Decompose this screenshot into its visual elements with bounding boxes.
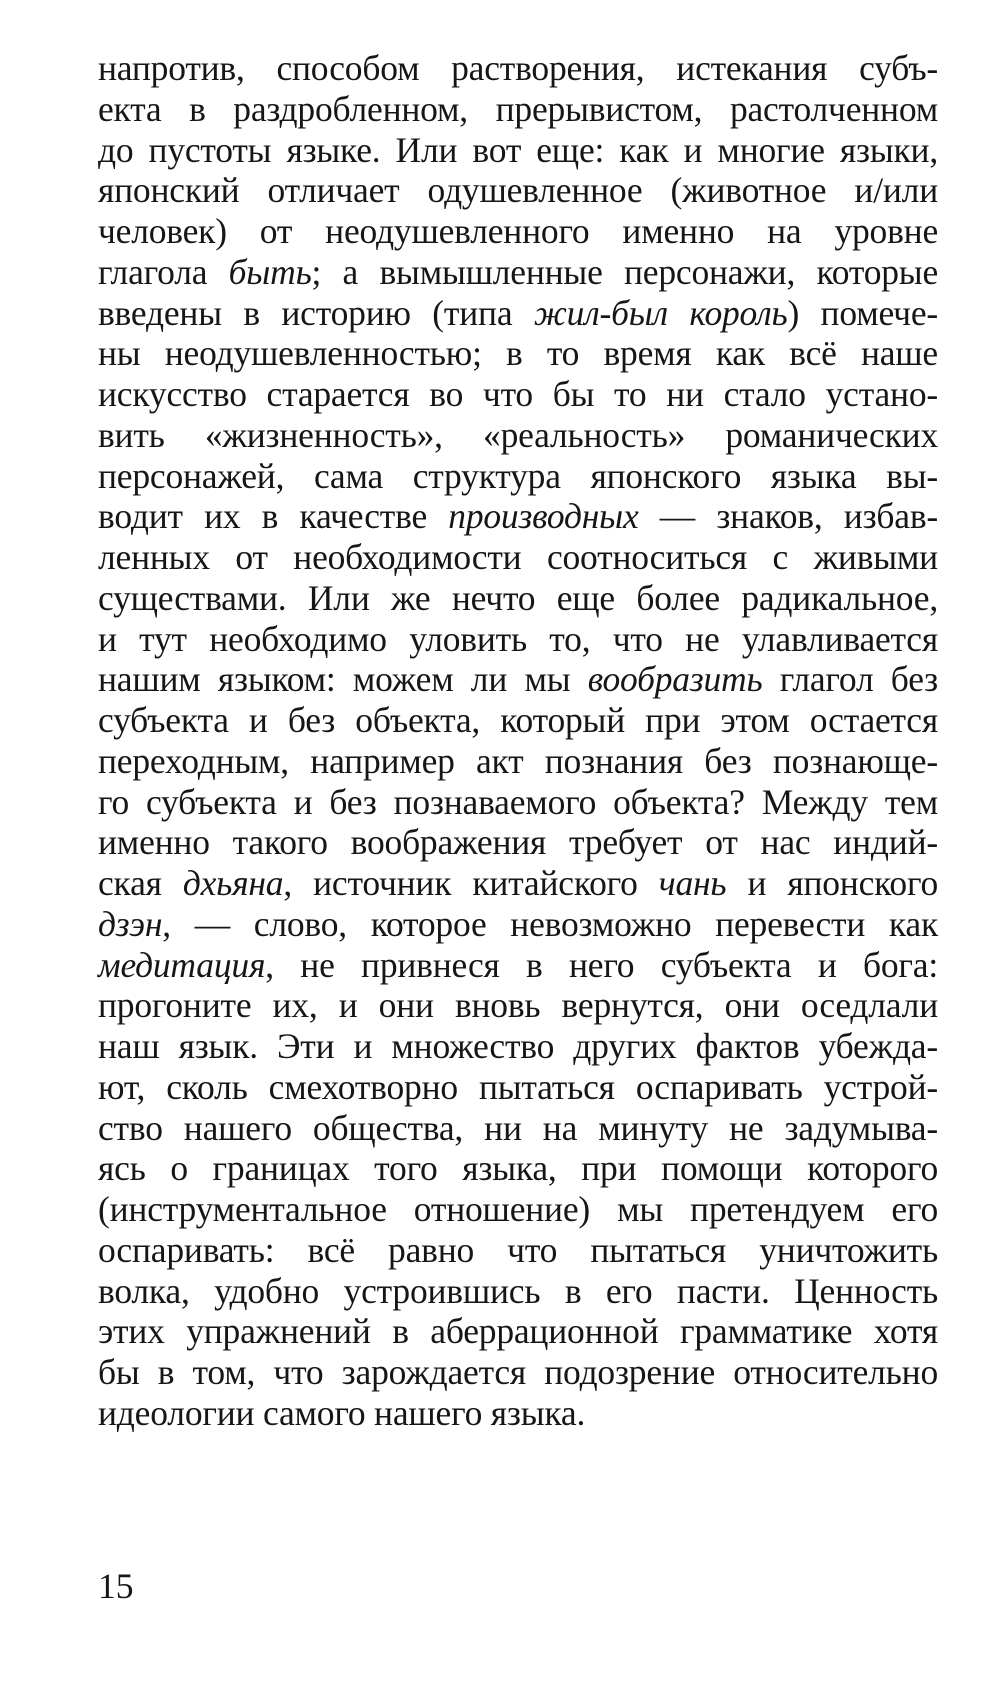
- text-segment: нашим языком: можем ли мы: [98, 659, 588, 700]
- text-line: [98, 415, 938, 456]
- text-line: [98, 170, 938, 211]
- text-line: [98, 1108, 938, 1149]
- italic-text-segment: производных: [448, 496, 639, 537]
- text-segment: ны неодушевленностью; в то время как всё наше: [98, 333, 938, 374]
- italic-text-segment: чань: [658, 863, 727, 903]
- text-segment: волка, удобно устроившись в его пасти. Ценность: [98, 1270, 938, 1311]
- italic-text-segment: вообразить: [587, 659, 763, 700]
- text-segment: ) помече-: [787, 292, 938, 333]
- text-line: [98, 659, 938, 700]
- text-line: [98, 822, 938, 863]
- text-segment: человек) от неодушевленного именно на уровне: [98, 211, 938, 251]
- text-segment: прогоните их, и они вновь вернутся, они оседлали: [98, 985, 938, 1026]
- text-line: [98, 374, 938, 415]
- body-text: [98, 48, 938, 1434]
- text-line: [98, 700, 938, 741]
- text-segment: ство нашего общества, ни на минуту не задумыва-: [98, 1107, 938, 1148]
- text-segment: ; а вымышленные персонажи, которые: [311, 251, 939, 292]
- text-segment: , — слово, которое невозможно перевести как: [162, 903, 938, 944]
- text-segment: екта в раздробленном, прерывистом, растолченном: [98, 88, 938, 129]
- text-line: [98, 578, 938, 619]
- text-segment: водит их в качестве: [98, 496, 449, 537]
- text-line: [98, 863, 938, 904]
- text-segment: введены в историю (типа: [98, 292, 534, 333]
- text-segment: идеологии самого нашего языка.: [98, 1392, 586, 1433]
- text-line: [98, 1189, 938, 1230]
- text-segment: до пустоты языке. Или вот еще: как и многие языки,: [98, 129, 938, 170]
- text-line: [98, 1271, 938, 1312]
- text-line: [98, 456, 938, 497]
- text-segment: глагол без: [762, 659, 939, 700]
- text-line: [98, 211, 938, 252]
- text-segment: японский отличает одушевленное (животное и/или: [98, 170, 938, 211]
- text-segment: ют, сколь смехотворно пытаться оспаривать устрой-: [98, 1066, 938, 1107]
- text-line: [98, 1148, 938, 1189]
- italic-text-segment: жил-был король: [533, 292, 788, 333]
- text-line: [98, 1352, 938, 1393]
- text-line: [98, 89, 938, 130]
- italic-text-segment: медитация: [98, 944, 266, 985]
- text-line: [98, 782, 938, 823]
- text-segment: оспаривать: всё равно что пытаться уничтожить: [98, 1229, 938, 1270]
- italic-text-segment: дхьяна: [182, 863, 284, 903]
- italic-text-segment: быть: [228, 251, 312, 292]
- text-segment: (инструментальное отношение) мы претендуем его: [98, 1189, 938, 1229]
- text-segment: ленных от необходимости соотноситься с живыми: [98, 537, 938, 577]
- text-segment: существами. Или же нечто еще более радикальное,: [98, 577, 938, 618]
- text-line: [98, 985, 938, 1026]
- italic-text-segment: дзэн: [98, 903, 163, 944]
- text-line: [98, 904, 938, 945]
- text-line: [98, 496, 938, 537]
- text-segment: наш язык. Эти и множество других фактов убежда-: [98, 1026, 938, 1066]
- text-segment: вить «жизненность», «реальность» романических: [98, 414, 938, 455]
- text-segment: — знаков, избав-: [638, 496, 939, 537]
- text-segment: субъекта и без объекта, который при этом остается: [98, 700, 938, 740]
- text-line: [98, 1311, 938, 1352]
- text-segment: этих упражнений в аберрационной грамматике хотя: [98, 1311, 938, 1352]
- text-line: [98, 741, 938, 782]
- text-line: [98, 293, 938, 334]
- text-segment: ская: [98, 863, 183, 903]
- text-line: [98, 333, 938, 374]
- text-segment: глагола: [98, 251, 229, 292]
- text-line: [98, 1067, 938, 1108]
- text-line: [98, 48, 938, 89]
- text-segment: переходным, например акт познания без познающе-: [98, 740, 938, 781]
- text-segment: бы в том, что зарождается подозрение относительно: [98, 1352, 938, 1392]
- text-segment: персонажей, сама структура японского языка вы-: [98, 455, 938, 496]
- text-line: [98, 1026, 938, 1067]
- text-segment: напротив, способом растворения, истекания субъ-: [98, 48, 938, 88]
- text-line: [98, 1230, 938, 1271]
- text-segment: ясь о границах того языка, при помощи которого: [98, 1148, 938, 1189]
- text-segment: и тут необходимо уловить то, что не улавливается: [98, 618, 938, 659]
- page-number: 15: [98, 1566, 134, 1606]
- text-line: [98, 130, 938, 171]
- text-segment: , не привнеся в него субъекта и бога:: [265, 944, 938, 985]
- text-line: [98, 945, 938, 986]
- text-line: [98, 619, 938, 660]
- text-line: [98, 1393, 938, 1434]
- text-segment: го субъекта и без познаваемого объекта? Между тем: [98, 781, 938, 822]
- text-segment: и японского: [726, 863, 938, 903]
- text-line: [98, 252, 938, 293]
- text-segment: , источник китайского: [283, 863, 659, 903]
- text-line: [98, 537, 938, 578]
- text-segment: искусство старается во что бы то ни стало устано-: [98, 374, 938, 414]
- text-segment: именно такого воображения требует от нас индий-: [98, 822, 938, 863]
